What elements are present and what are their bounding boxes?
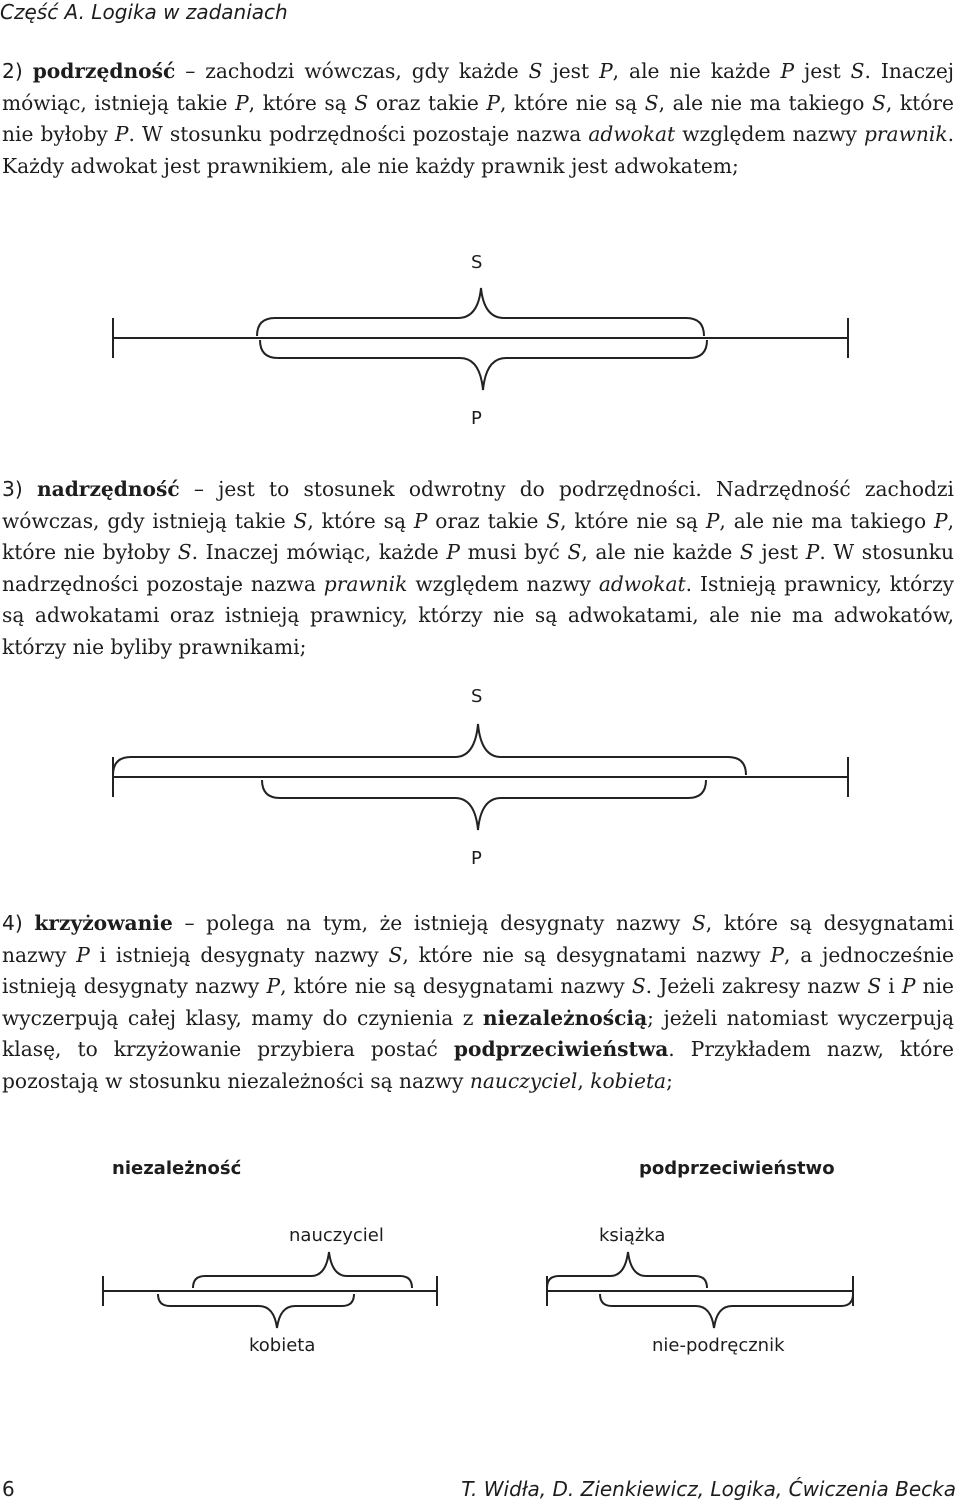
diagram3-right-title: podprzeciwieństwo — [639, 1158, 835, 1179]
diagram1-top-label: S — [471, 252, 483, 273]
section-2-paragraph: 2) podrzędność – zachodzi wówczas, gdy każde S jest P, ale nie każde P jest S. Inaczej mówiąc, istnieją takie P, które są S oraz takie P, które nie są S, ale nie ma takiego S, które nie byłoby P. W stosunku podrzędności pozostaje nazwa adwokat względem nazwy prawnik. Każdy adwokat jest prawnikiem, ale nie każdy prawnik jest adwokatem; — [2, 59, 955, 178]
diagram3-left-top-label: nauczyciel — [289, 1225, 384, 1246]
running-header: Część A. Logika w zadaniach — [0, 0, 288, 24]
diagram3-nie-podrecznik-brace — [600, 1294, 853, 1328]
section-4-paragraph: 4) krzyżowanie – polega na tym, że istnieją desygnaty nazwy S, które są desygnatami nazwy P i istnieją desygnaty nazwy S, które nie są desygnatami nazwy P, a jednocześnie istnieją desygnaty nazwy P, które nie są desygnatami nazwy S. Jeżeli zakresy nazw S i P nie wyczerpują całej klasy, mamy do czynienia z niezależnością; jeżeli natomiast wyczerpują klasę, to krzyżowanie przybiera postać podprzeciwieństwa. Przykładem nazw, które pozostają w stosunku niezależności są nazwy nauczyciel, kobieta; — [2, 911, 955, 1093]
diagram2-top-label: S — [471, 686, 483, 707]
diagram3-left-title: niezależność — [112, 1158, 242, 1179]
diagram3-kobieta-brace — [158, 1294, 354, 1328]
diagram3-ksiazka-brace — [547, 1252, 707, 1288]
diagram1-bottom-label: P — [471, 408, 482, 429]
diagram3-right-bottom-label: nie-podręcznik — [652, 1335, 785, 1356]
footer-credit: T. Widła, D. Zienkiewicz, Logika, Ćwiczenia Becka — [461, 1477, 956, 1501]
section-3-paragraph: 3) nadrzędność – jest to stosunek odwrotny do podrzędności. Nadrzędność zachodzi wówczas, gdy istnieją takie S, które są P oraz takie S, które nie są P, ale nie ma takiego P, które nie byłoby S. Inaczej mówiąc, każde P musi być S, ale nie każde S jest P. W stosunku nadrzędności pozostaje nazwa prawnik względem nazwy adwokat. Istnieją prawnicy, którzy są adwokatami oraz istnieją prawnicy, którzy nie są adwokatami, ale nie ma adwokatów, którzy nie byliby prawnikami; — [2, 477, 955, 659]
diagram2-bottom-label: P — [471, 848, 482, 869]
diagram3-right-top-label: książka — [599, 1225, 666, 1246]
diagram3-nauczyciel-brace — [193, 1252, 412, 1288]
page-number: 6 — [2, 1477, 15, 1501]
diagram3-left-bottom-label: kobieta — [249, 1335, 316, 1356]
